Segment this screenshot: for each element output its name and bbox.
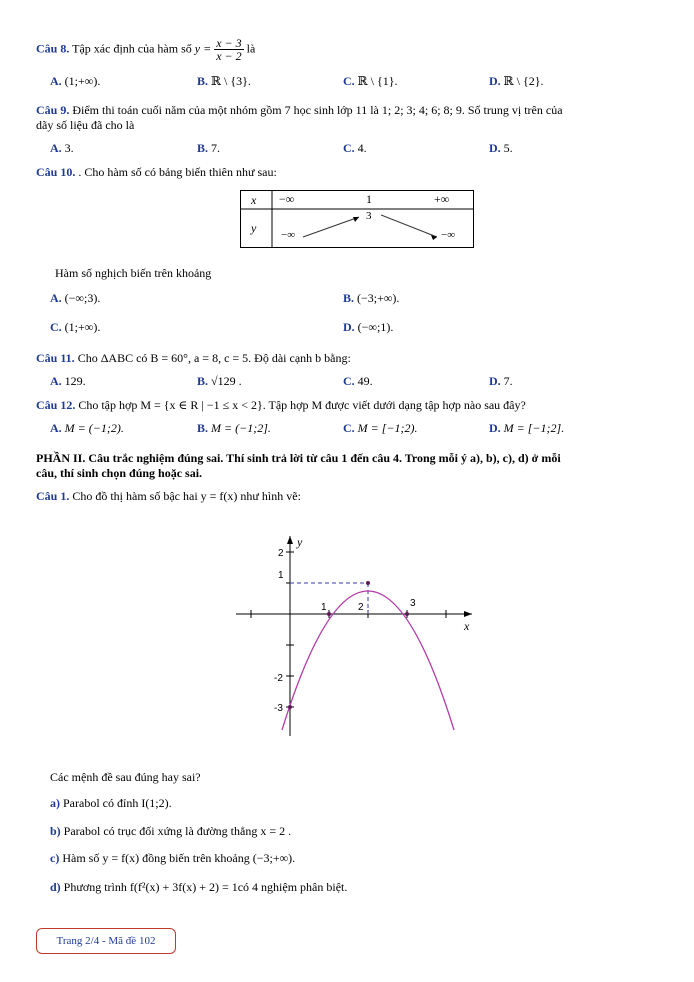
p2q1-statement-a[interactable]: a) Parabol có đỉnh I(1;2). (50, 796, 172, 810)
q9-line2: dãy số liệu đã cho là (36, 118, 135, 132)
x-tick-label-1: 1 (321, 602, 327, 613)
table-y-right: −∞ (441, 229, 456, 241)
y-tick-label-2: 2 (278, 548, 284, 559)
p2q1-statement-d[interactable]: d) Phương trình f(f²(x) + 3f(x) + 2) = 1có 4 nghiệm phân biệt. (50, 880, 348, 894)
y-axis-arrowhead (287, 536, 293, 544)
y-tick-label-neg2: -2 (274, 673, 283, 684)
q9-option-d[interactable]: D. 5. (489, 141, 513, 155)
q12-option-a[interactable]: A. M = (−1;2). (50, 421, 124, 435)
variation-table (240, 190, 474, 248)
q8-frac-num: x − 3 (216, 36, 242, 50)
q10-option-b[interactable]: B. (−3;+∞). (343, 291, 400, 305)
q12-number: Câu 12. (36, 398, 76, 412)
q8-text: Tập xác định của hàm số (72, 41, 192, 56)
table-y-left: −∞ (281, 229, 296, 241)
part2-heading-line2: câu, thí sinh chọn đúng hoặc sai. (36, 466, 203, 480)
q12-text: Cho tập hợp M = {x ∈ R | −1 ≤ x < 2}. Tập hợp M được viết dưới dạng tập hợp nào sau đây? (78, 398, 526, 412)
vertex-point (366, 581, 370, 585)
q9-line1: Điểm thi toán cuối năm của một nhóm gồm 7 học sinh lớp 11 là 1; 2; 3; 4; 6; 8; 9. Số trung vị trên của (72, 103, 563, 117)
table-x-1: 1 (366, 192, 372, 206)
page-footer: Trang 2/4 - Mã đề 102 (36, 928, 176, 954)
q9-option-a[interactable]: A. 3. (50, 141, 74, 155)
x-tick-label-3: 3 (410, 598, 416, 609)
q11-option-c[interactable]: C. 49. (343, 374, 373, 388)
increasing-arrowhead (353, 217, 359, 222)
q8-suffix: là (246, 41, 256, 56)
p2q1-prompt: Các mệnh đề sau đúng hay sai? (50, 770, 201, 784)
q8-frac-den: x − 2 (216, 49, 242, 63)
y-tick-label-neg3: -3 (274, 703, 283, 714)
q9-stem (36, 103, 563, 118)
q11-option-b[interactable]: B. √129 . (197, 374, 242, 388)
table-y-max: 3 (366, 210, 372, 222)
x-axis-arrowhead (464, 611, 472, 617)
p2q1-number: Câu 1. (36, 489, 70, 503)
q9-option-c[interactable]: C. 4. (343, 141, 367, 155)
q12-option-c[interactable]: C. M = [−1;2). (343, 421, 418, 435)
table-x-label: x (251, 193, 257, 207)
q9-number: Câu 9. (36, 103, 70, 117)
table-x-neg-inf: −∞ (279, 192, 295, 206)
q10-option-d[interactable]: D. (−∞;1). (343, 320, 394, 334)
q8-option-d[interactable]: D. ℝ \ {2}. (489, 74, 544, 88)
increasing-arrow (303, 217, 359, 237)
part2-heading-line1: PHẦN II. Câu trắc nghiệm đúng sai. Thí sinh trả lời từ câu 1 đến câu 4. Trong mỗi ý a), b), c), d) ở mỗi (36, 451, 561, 465)
p2q1-text: Cho đồ thị hàm số bậc hai y = f(x) như hình vẽ: (72, 489, 301, 503)
root-point-1 (327, 612, 331, 616)
q8-option-b[interactable]: B. ℝ \ {3}. (197, 74, 251, 88)
q10-question: Hàm số nghịch biến trên khoảng (55, 266, 212, 280)
q12-stem (36, 398, 526, 413)
p2q1-stem (36, 489, 301, 504)
x-tick-label-2: 2 (358, 602, 364, 613)
q11-number: Câu 11. (36, 351, 75, 365)
q8-y-eq: y = (194, 41, 212, 56)
q12-option-b[interactable]: B. M = (−1;2]. (197, 421, 271, 435)
q9-option-b[interactable]: B. 7. (197, 141, 221, 155)
decreasing-arrow (381, 215, 437, 237)
q11-option-d[interactable]: D. 7. (489, 374, 513, 388)
q11-text: Cho ΔABC có B = 60°, a = 8, c = 5. Độ dài cạnh b bằng: (77, 351, 351, 365)
x-axis-label: x (464, 619, 470, 633)
q11-stem (36, 351, 351, 366)
q12-option-d[interactable]: D. M = [−1;2]. (489, 421, 565, 435)
q10-number: Câu 10. (36, 165, 76, 179)
q8-number: Câu 8. (36, 41, 70, 56)
y-intercept-point (288, 705, 292, 709)
y-axis-label: y (297, 535, 303, 549)
q10-text: . Cho hàm số có bảng biến thiên như sau: (78, 165, 277, 179)
p2q1-statement-c[interactable]: c) Hàm số y = f(x) đồng biến trên khoảng (−3;+∞). (50, 851, 296, 865)
parabola-graph (230, 530, 480, 740)
q8-fraction (214, 37, 243, 62)
table-y-label: y (251, 221, 257, 235)
q8-stem (36, 37, 255, 62)
q10-option-c[interactable]: C. (1;+∞). (50, 320, 101, 334)
y-tick-label-1: 1 (278, 570, 284, 581)
q11-option-a[interactable]: A. 129. (50, 374, 86, 388)
q8-option-a[interactable]: A. (1;+∞). (50, 74, 101, 88)
q10-stem (36, 165, 277, 180)
p2q1-statement-b[interactable]: b) Parabol có trục đối xứng là đường thẳng x = 2 . (50, 824, 292, 838)
root-point-3 (405, 612, 409, 616)
q10-option-a[interactable]: A. (−∞;3). (50, 291, 101, 305)
table-x-pos-inf: +∞ (434, 192, 450, 206)
q8-option-c[interactable]: C. ℝ \ {1}. (343, 74, 398, 88)
